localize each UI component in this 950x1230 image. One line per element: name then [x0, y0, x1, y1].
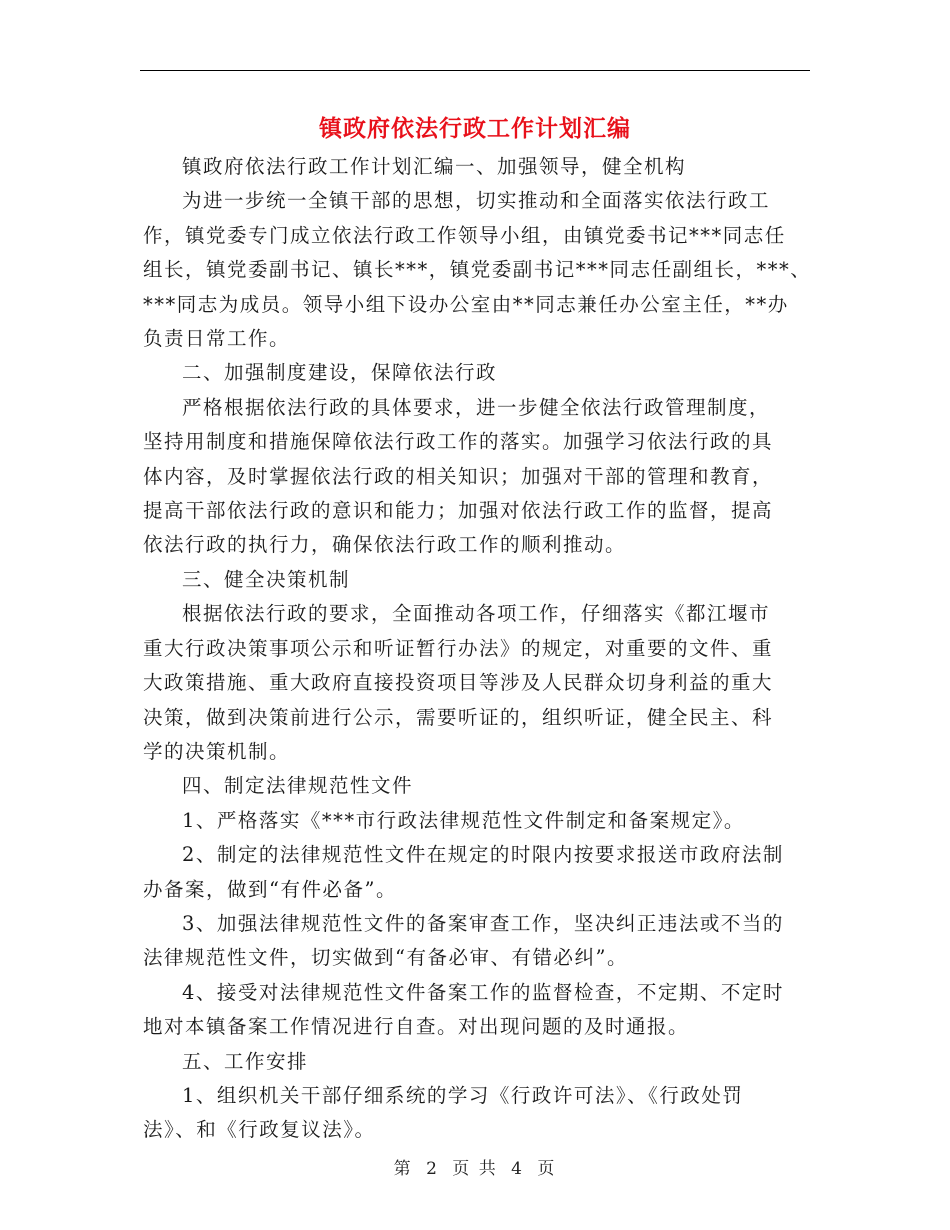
list-item: 1、严格落实《***市行政法律规范性文件制定和备案规定》。 [182, 808, 745, 832]
document-title: 镇政府依法行政工作计划汇编 [319, 115, 631, 142]
page-footer [0, 1154, 950, 1179]
paragraph-intro-heading: 镇政府依法行政工作计划汇编一、加强领导，健全机构 [182, 155, 687, 178]
paragraph-leadership: 为进一步统一全镇干部的思想，切实推动和全面落实依法行政工 作，镇党委专门成立依法行政工作领导小组，由镇党委书记***同志任 组长，镇党委副书记、镇长***，镇党委副书记***同志任副组长，***、 ***同志为成员。领导小组下设办公室由**同志兼任办公室主任，**办 负责日常工作。 [143, 189, 812, 351]
section-heading-4: 四、制定法律规范性文件 [182, 774, 414, 798]
page-middle: 页 共 [452, 1159, 498, 1179]
list-item: 2、制定的法律规范性文件在规定的时限内按要求报送市政府法制 办备案，做到“有件必备”。 [143, 843, 784, 901]
header-rule [140, 70, 810, 71]
list-item: 1、组织机关干部仔细系统的学习《行政许可法》、《行政处罚 法》、和《行政复议法》。 [143, 1083, 744, 1142]
section-heading-3: 三、健全决策机制 [182, 567, 351, 591]
section-heading-5: 五、工作安排 [182, 1049, 309, 1073]
paragraph-system: 严格根据依法行政的具体要求，进一步健全依法行政管理制度， 坚持用制度和措施保障依法行政工作的落实。加强学习依法行政的具 体内容，及时掌握依法行政的相关知识；加强对干部的管理和教育， 提高干部依法行政的意识和能力；加强对依法行政工作的监督，提高 依法行政的执行力，确保依法行政工作的顺利推动。 [143, 395, 774, 557]
list-item: 4、接受对法律规范性文件备案工作的监督检查，不定期、不定时 地对本镇备案工作情况进行自查。对出现问题的及时通报。 [143, 980, 784, 1039]
total-pages: 4 [511, 1159, 524, 1179]
section-heading-2: 二、加强制度建设，保障依法行政 [182, 361, 498, 385]
page-suffix: 页 [537, 1159, 557, 1179]
page-number: 2 [426, 1159, 439, 1179]
document-body [143, 150, 813, 1148]
list-item: 3、加强法律规范性文件的备案审查工作，坚决纠正违法或不当的 法律规范性文件，切实做到“有备必审、有错必纠”。 [143, 911, 784, 970]
page-prefix: 第 [393, 1159, 413, 1179]
paragraph-decision: 根据依法行政的要求，全面推动各项工作，仔细落实《都江堰市 重大行政决策事项公示和听证暂行办法》的规定，对重要的文件、重 大政策措施、重大政府直接投资项目等涉及人民群众切身利益的重大 决策，做到决策前进行公示，需要听证的，组织听证，健全民主、科 学的决策机制。 [143, 602, 774, 763]
